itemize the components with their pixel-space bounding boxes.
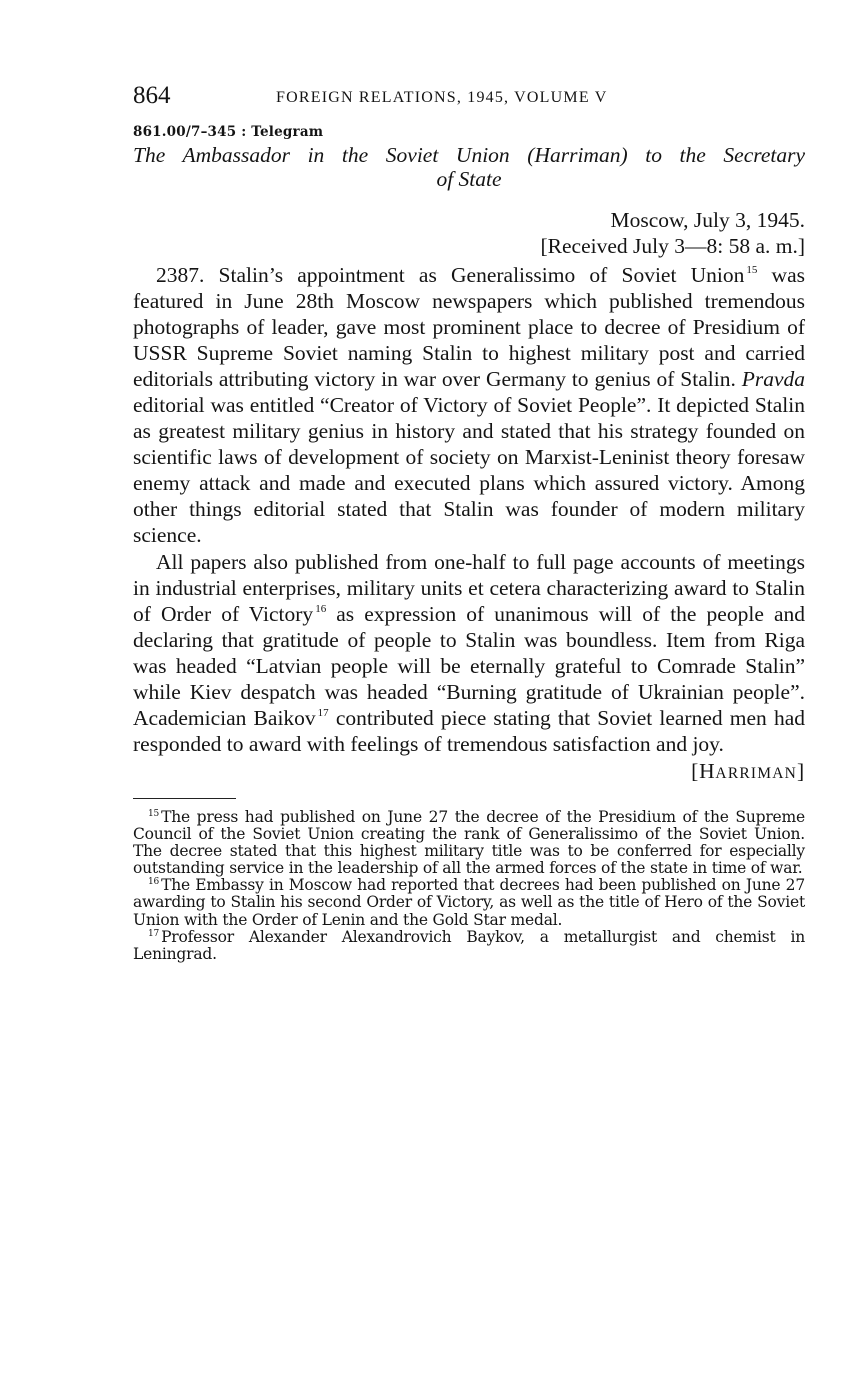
signature [133,758,805,787]
telegram-body [133,262,805,757]
footnote-ref-17[interactable]: 17 [317,707,329,719]
document-id: 861.00/7–345 : Telegram [133,124,324,140]
paragraph-1-text-a: 2387. Stalin’s appointment as Generalissimo of Soviet Union [156,263,745,287]
paragraph-2-text-a: All papers also published from one-half to full page accounts of meetings in industrial enterprises, military units et cetera characterizing award to Stalin of Order of Victory [133,550,805,626]
pravda-italic: Pravda [741,367,805,391]
footnote-16 [133,877,805,928]
page [133,82,805,963]
footnote-number-17: 17 [148,928,160,939]
paragraph-1-text-c: editorial was entitled “Creator of Victory of Soviet People”. It depicted Stalin as greatest military genius in history and stated that his strategy founded on scientific laws of development of society on Marxist-Leninist theory foresaw enemy attack and made and executed plans which assured victory. Among other things editorial stated that Stalin was founder of modern military science. [133,393,805,547]
paragraph-2 [133,549,805,757]
footnote-17 [133,929,805,963]
paragraph-2-text-c: contributed piece stating that Soviet learned men had responded to award with feelings of tremendous satisfaction and joy. [133,706,805,756]
footnote-text-17: Professor Alexander Alexandrovich Baykov, a metallurgist and chemist in Leningrad. [133,927,805,963]
page-number: 864 [133,82,171,109]
running-head [133,82,805,114]
document-title [133,143,805,191]
footnote-text-16: The Embassy in Moscow had reported that decrees had been published on June 27 awarding to Stalin his second Order of Victory, as well as the title of Hero of the Soviet Union with the Order of Lenin and the Gold Star medal. [133,876,805,929]
dateline-received: [Received July 3—8: 58 a. m.] [540,234,805,258]
footnote-text-15: The press had published on June 27 the decree of the Presidium of the Supreme Council of the Soviet Union creating the rank of Generalissimo of the Soviet Union. The decree stated that this highest military title was to be conferred for especially outstanding service in the leadership of all the armed forces of the state in time of war. [133,808,805,878]
running-title: FOREIGN RELATIONS, 1945, VOLUME V [276,89,608,106]
footnote-number-15: 15 [148,809,160,819]
footnote-ref-15[interactable]: 15 [746,264,758,276]
footnote-divider [133,798,236,799]
paragraph-2-text-b: as expression of unanimous will of the people and declaring that gratitude of people to Stalin was boundless. Item from Riga was headed “Latvian people will be eternally grateful to Comrade Stalin” while Kiev despatch was headed “Burning gratitude of Ukrainian people”. Academician Baikov [133,602,805,730]
paragraph-1 [133,262,805,548]
signature-smallcaps: ARRIMAN [715,765,798,782]
footnote-number-16: 16 [148,877,160,888]
signature-close: ] [797,759,805,783]
footnotes [133,809,805,963]
signature-open: [H [691,759,716,783]
footnote-15 [133,809,805,877]
dateline [133,207,805,259]
document-title-line-1: The Ambassador in the Soviet Union (Harriman) to the Secretary [133,143,805,167]
paragraph-1-text-b: was featured in June 28th Moscow newspapers which published tremendous photographs of leader, gave most prominent place to decree of Presidium of USSR Supreme Soviet naming Stalin to highest military post and carried editorials attributing victory in war over Germany to genius of Stalin. [133,263,805,391]
footnote-ref-16[interactable]: 16 [315,603,327,615]
dateline-place-date: Moscow, July 3, 1945. [610,208,805,232]
document-title-line-2: of State [436,167,502,191]
